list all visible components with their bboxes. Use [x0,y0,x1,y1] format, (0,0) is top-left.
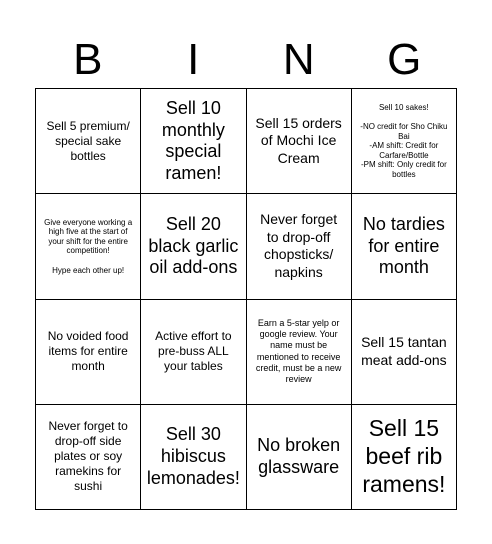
header-letter-n: N [282,35,315,84]
bingo-cell[interactable]: Never forget to drop-off side plates or soy ramekins for sushi [36,405,141,510]
bingo-cell[interactable]: Active effort to pre-buss ALL your tables [141,300,246,405]
bingo-card-grid [35,88,457,510]
bingo-cell[interactable]: Never forget to drop-off chopsticks/ napkins [247,194,352,299]
bingo-cell[interactable]: Sell 15 orders of Mochi Ice Cream [247,89,352,194]
bingo-cell[interactable]: Sell 10 sakes! -NO credit for Sho Chiku Bai -AM shift: Credit for Carfare/Bottle -PM shift: Only credit for bottles [352,89,457,194]
bingo-cell[interactable]: Sell 15 beef rib ramens! [352,405,457,510]
header-letter-b: B [73,35,103,84]
header-letter-g: G [387,35,422,84]
bingo-cell[interactable]: Sell 5 premium/ special sake bottles [36,89,141,194]
bingo-cell[interactable]: Sell 10 monthly special ramen! [141,89,246,194]
bingo-cell[interactable]: No tardies for entire month [352,194,457,299]
bingo-cell[interactable]: Sell 30 hibiscus lemonades! [141,405,246,510]
bingo-header [35,30,457,90]
bingo-cell[interactable]: No voided food items for entire month [36,300,141,405]
header-letter-i: I [187,35,200,84]
bingo-cell[interactable]: Sell 15 tantan meat add-ons [352,300,457,405]
bingo-cell[interactable]: Sell 20 black garlic oil add-ons [141,194,246,299]
bingo-cell[interactable]: No broken glassware [247,405,352,510]
bingo-cell[interactable]: Earn a 5-star yelp or google review. Your name must be mentioned to receive credit, must be a new review [247,300,352,405]
bingo-cell[interactable]: Give everyone working a high five at the start of your shift for the entire competition! Hype each other up! [36,194,141,299]
